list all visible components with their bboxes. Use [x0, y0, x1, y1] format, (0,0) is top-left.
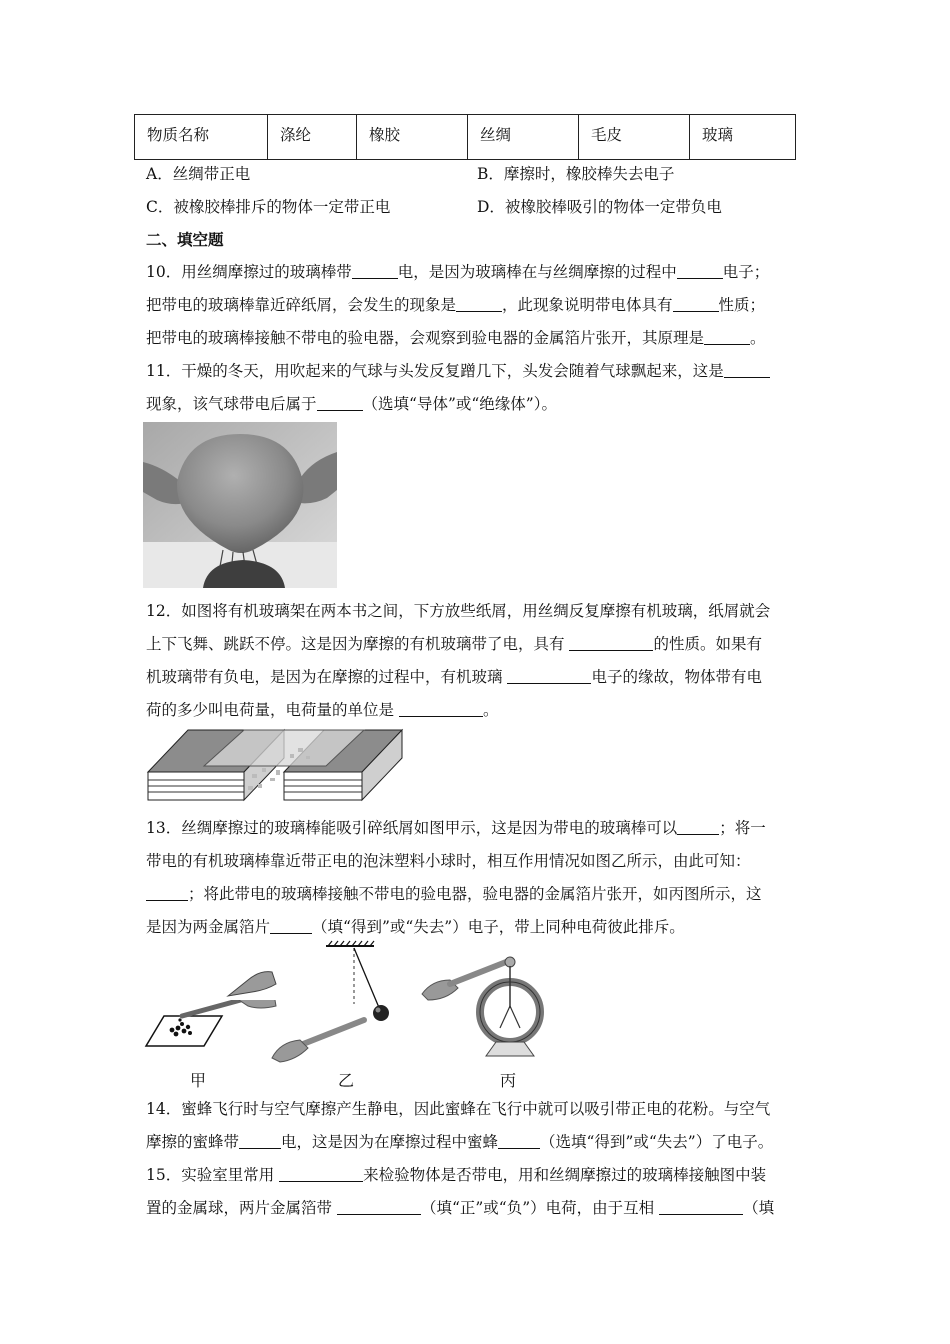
answer-blank[interactable] [352, 263, 398, 279]
answer-blank[interactable] [724, 362, 770, 378]
q12-line-2: 上下飞舞、跳跃不停。这是因为摩擦的有机玻璃带了电，具有 的性质。如果有 [146, 635, 762, 653]
answer-blank[interactable] [146, 885, 188, 901]
figure-bing-electroscope [420, 952, 580, 1062]
answer-blank[interactable] [317, 395, 363, 411]
caption-yi: 乙 [338, 1071, 355, 1090]
q12-line-4: 荷的多少叫电荷量，电荷量的单位是 。 [146, 701, 499, 719]
caption-bing: 丙 [500, 1071, 517, 1090]
table-cell: 丝绸 [468, 115, 579, 160]
answer-blank[interactable] [704, 329, 750, 345]
answer-blank[interactable] [569, 635, 653, 651]
table-row [135, 115, 796, 160]
table-cell: 橡胶 [357, 115, 468, 160]
figure-yi-suspended-ball [270, 940, 400, 1066]
balloon-hair-photo [143, 422, 337, 588]
q15-line-2: 置的金属球，两片金属箔带 （填“正”或“负”）电荷，由于互相 （填 [146, 1199, 775, 1217]
option-b: B．摩擦时，橡胶棒失去电子 [477, 165, 675, 183]
books-acrylic-figure [144, 726, 406, 806]
q10-line-3: 把带电的玻璃棒接触不带电的验电器，会观察到验电器的金属箔片张开，其原理是 。 [146, 329, 766, 347]
q12-line-1: 12．如图将有机玻璃架在两本书之间，下方放些纸屑，用丝绸反复摩擦有机玻璃，纸屑就会 [146, 602, 771, 620]
figure-jia-rod-paper [144, 1000, 284, 1056]
q11-line-1: 11．干燥的冬天，用吹起来的气球与头发反复蹭几下，头发会随着气球飘起来，这是 [146, 361, 770, 381]
answer-blank[interactable] [677, 263, 723, 279]
q13-line-4: 是因为两金属箔片 （填“得到”或“失去”）电子，带上同种电荷彼此排斥。 [146, 918, 685, 936]
q13-line-1: 13．丝绸摩擦过的玻璃棒能吸引碎纸屑如图甲示，这是因为带电的玻璃棒可以 ；将一 [146, 819, 766, 837]
material-table [134, 114, 796, 160]
q13-line-2: 带电的有机玻璃棒靠近带正电的泡沫塑料小球时，相互作用情况如图乙所示，由此可知： [146, 852, 751, 870]
q11-line-2: 现象，该气球带电后属于 （选填“导体”或“绝缘体”）。 [146, 395, 557, 413]
answer-blank[interactable] [279, 1166, 363, 1182]
answer-blank[interactable] [456, 296, 502, 312]
answer-blank[interactable] [498, 1133, 540, 1149]
q13-line-3: ；将此带电的玻璃棒接触不带电的验电器，验电器的金属箔片张开，如丙图所示，这 [146, 884, 762, 904]
q15-line-1: 15．实验室里常用 来检验物体是否带电，用和丝绸摩擦过的玻璃棒接触图中装 [146, 1166, 767, 1184]
answer-blank[interactable] [399, 701, 483, 717]
q10-line-2: 把带电的玻璃棒靠近碎纸屑，会发生的现象是 ，此现象说明带电体具有 性质； [146, 296, 766, 314]
answer-blank[interactable] [673, 296, 719, 312]
table-cell: 涤纶 [268, 115, 357, 160]
q14-line-1: 14．蜜蜂飞行时与空气摩擦产生静电，因此蜜蜂在飞行中就可以吸引带正电的花粉。与空气 [146, 1100, 771, 1118]
answer-blank[interactable] [677, 819, 719, 835]
table-cell: 物质名称 [135, 115, 268, 160]
caption-jia: 甲 [190, 1071, 207, 1090]
answer-blank[interactable] [239, 1133, 281, 1149]
q10-line-1: 10．用丝绸摩擦过的玻璃棒带 电，是因为玻璃棒在与丝绸摩擦的过程中 电子； [146, 263, 770, 281]
table-cell: 玻璃 [690, 115, 796, 160]
answer-blank[interactable] [659, 1199, 743, 1215]
option-d: D．被橡胶棒吸引的物体一定带负电 [477, 198, 722, 216]
answer-blank[interactable] [270, 918, 312, 934]
option-a: A．丝绸带正电 [146, 165, 251, 183]
q14-line-2: 摩擦的蜜蜂带 电，这是因为在摩擦过程中蜜蜂 （选填“得到”或“失去”）了电子。 [146, 1133, 774, 1151]
answer-blank[interactable] [337, 1199, 421, 1215]
option-c: C．被橡胶棒排斥的物体一定带正电 [146, 198, 391, 216]
table-cell: 毛皮 [579, 115, 690, 160]
section-title: 二、填空题 [146, 231, 224, 249]
answer-blank[interactable] [507, 668, 591, 684]
q12-line-3: 机玻璃带有负电，是因为在摩擦的过程中，有机玻璃 电子的缘故，物体带有电 [146, 668, 762, 686]
